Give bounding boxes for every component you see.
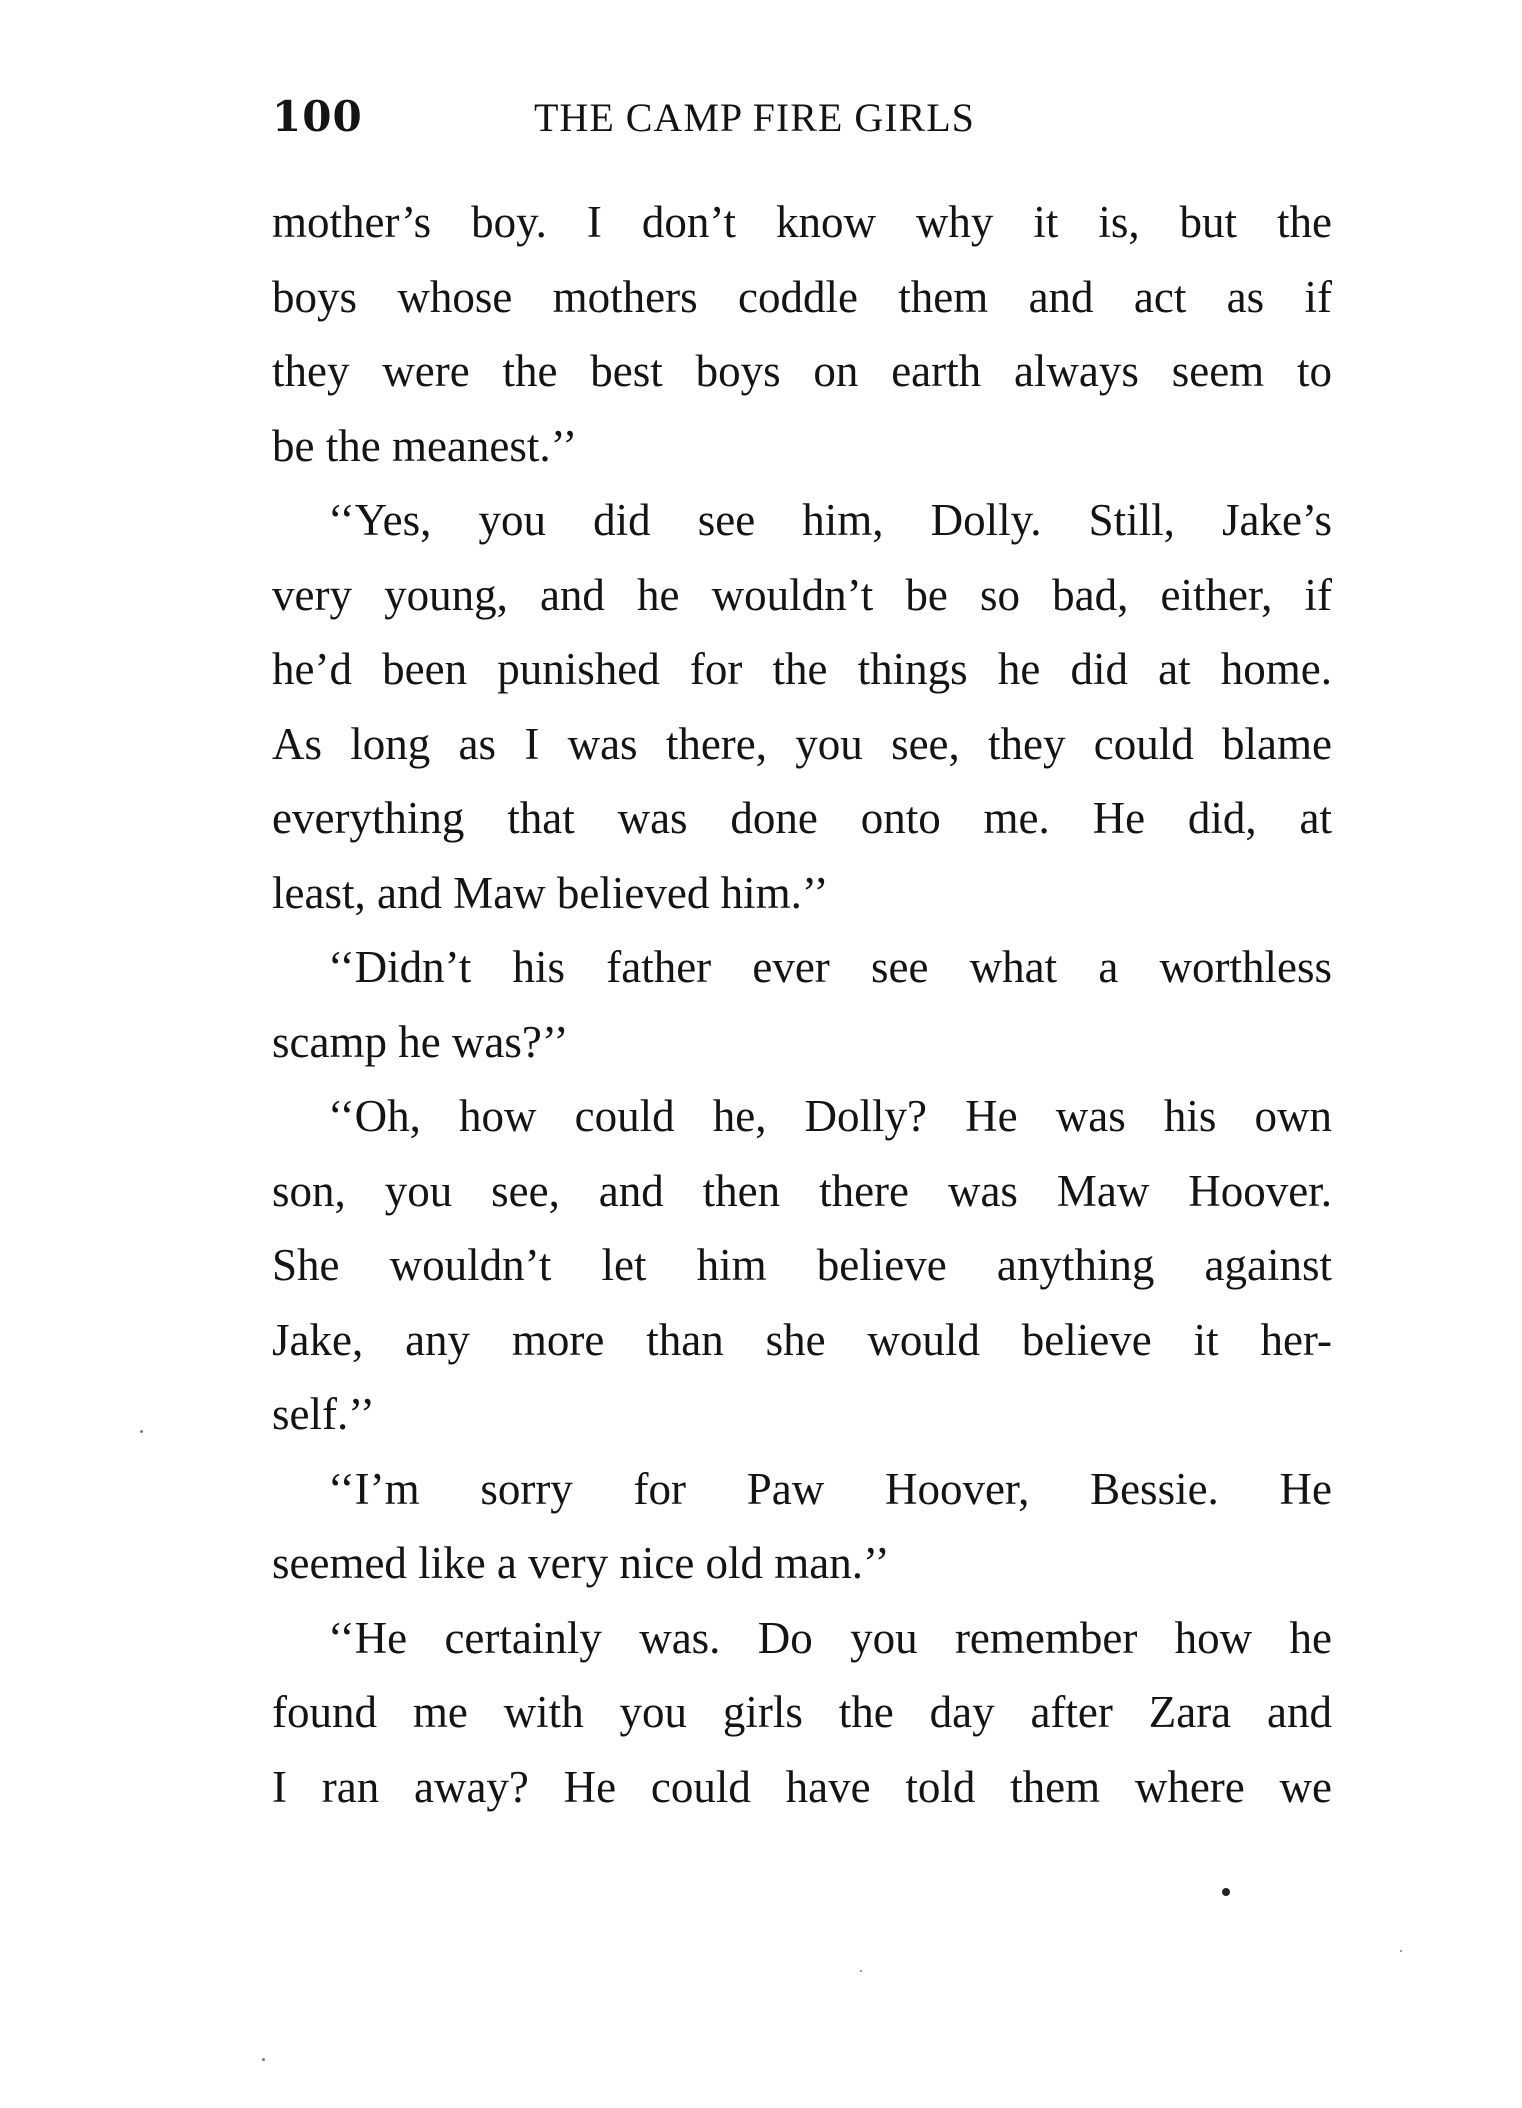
print-speck [262,2058,265,2061]
text-line: scamp he was?’’ [272,1016,569,1067]
text-line: boys whose mothers coddle them and act as if [272,271,1332,322]
text-line: mother’s boy. I don’t know why it is, but the [272,197,1332,247]
text-line: As long as I was there, you see, they could blame [272,718,1332,769]
text-line: he’d been punished for the things he did at home. [272,644,1332,694]
text-line: everything that was done onto me. He did, at [272,793,1332,843]
text-line: son, you see, and then there was Maw Hoover. [272,1165,1332,1216]
text-line: ‘‘Oh, how could he, Dolly? He was his own [328,1091,1332,1141]
text-line: they were the best boys on earth always seem to [272,346,1332,396]
text-line: found me with you girls the day after Zara and [272,1687,1332,1737]
page-number: 100 [272,92,363,141]
print-speck [1400,1950,1402,1952]
text-line: least, and Maw believed him.’’ [272,867,829,918]
body-text [272,185,1332,1824]
running-head: THE CAMP FIRE GIRLS [534,95,975,140]
print-speck [860,1970,862,1972]
print-speck [140,1430,143,1433]
page-header [272,92,1332,152]
text-line: Jake, any more than she would believe it her- [272,1314,1332,1365]
text-line: ‘‘He certainly was. Do you remember how he [328,1612,1332,1663]
text-line: ‘‘Didn’t his father ever see what a worthless [328,942,1332,992]
text-line: seemed like a very nice old man.’’ [272,1538,890,1588]
text-line: I ran away? He could have told them where we [272,1761,1332,1812]
print-speck [1222,1888,1230,1896]
text-line: very young, and he wouldn’t be so bad, either, if [272,569,1332,620]
text-line: ‘‘Yes, you did see him, Dolly. Still, Jake’s [328,495,1332,545]
text-line: ‘‘I’m sorry for Paw Hoover, Bessie. He [328,1463,1332,1514]
text-line: be the meanest.’’ [272,420,578,471]
text-line: self.’’ [272,1389,375,1439]
text-line: She wouldn’t let him believe anything against [272,1240,1332,1290]
